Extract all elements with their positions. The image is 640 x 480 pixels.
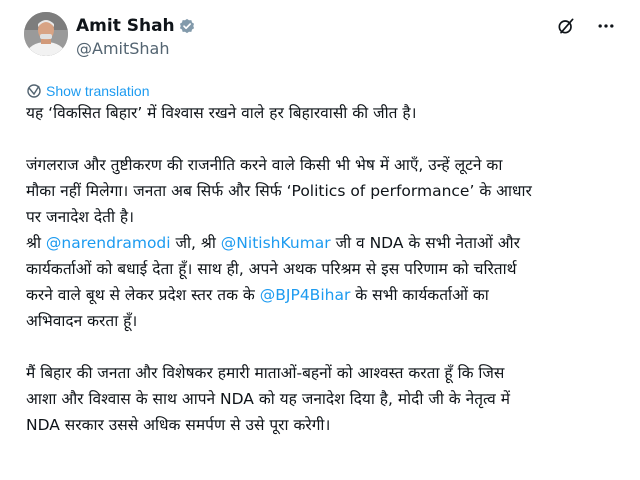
- author-handle[interactable]: @AmitShah: [76, 39, 170, 58]
- author-name[interactable]: Amit Shah: [76, 16, 175, 36]
- tweet-text-segment: करने वाले बूथ से लेकर प्रदेश स्तर तक के: [26, 286, 260, 304]
- show-translation-label[interactable]: Show translation: [46, 83, 150, 99]
- tweet-line: जंगलराज और तुष्टीकरण की राजनीति करने वाले किसी भी भेष में आएँ, उन्हें लूटने का: [26, 156, 503, 174]
- tweet-text-segment: के सभी कार्यकर्ताओं का: [350, 286, 489, 304]
- tweet-line: यह ‘विकसित बिहार’ में विश्वास रखने वाले हर बिहारवासी की जीत है।: [26, 104, 417, 122]
- tweet-line: पर जनादेश देती है।: [26, 208, 134, 226]
- verified-badge-icon: [178, 17, 196, 35]
- mention-bjp4bihar[interactable]: @BJP4Bihar: [259, 286, 351, 304]
- show-translation-link[interactable]: [26, 82, 150, 100]
- grok-icon[interactable]: [556, 16, 576, 36]
- tweet-line: [26, 230, 626, 256]
- tweet-line: मौका नहीं मिलेगा। जनता अब सिर्फ और सिर्फ ‘Politics of performance’ के आधार: [26, 182, 532, 200]
- mention-narendramodi[interactable]: @narendramodi: [45, 234, 171, 252]
- translate-icon: [26, 83, 42, 99]
- tweet-line: अभिवादन करता हूँ।: [26, 312, 138, 330]
- mention-nitishkumar[interactable]: @NitishKumar: [220, 234, 331, 252]
- tweet-line: [26, 282, 626, 308]
- tweet-header: [24, 12, 616, 64]
- tweet-text-segment: जी व NDA के सभी नेताओं और: [330, 234, 520, 252]
- tweet-line: कार्यकर्ताओं को बधाई देता हूँ। साथ ही, अपने अथक परिश्रम से इस परिणाम को चरितार्थ: [26, 260, 517, 278]
- paragraph-gap: [26, 334, 626, 360]
- tweet-text: [26, 100, 626, 438]
- paragraph-gap: [26, 126, 626, 152]
- avatar[interactable]: [24, 12, 68, 56]
- more-horizontal-icon[interactable]: [596, 16, 616, 36]
- tweet-text-segment: श्री: [26, 234, 46, 252]
- tweet-text-segment: जी, श्री: [170, 234, 221, 252]
- tweet-line: मैं बिहार की जनता और विशेषकर हमारी माताओं-बहनों को आश्वस्त करता हूँ कि जिस: [26, 364, 505, 382]
- tweet-line: आशा और विश्वास के साथ आपने NDA को यह जनादेश दिया है, मोदी जी के नेतृत्व में: [26, 390, 510, 408]
- tweet-line: NDA सरकार उससे अधिक समर्पण से उसे पूरा करेगी।: [26, 416, 331, 434]
